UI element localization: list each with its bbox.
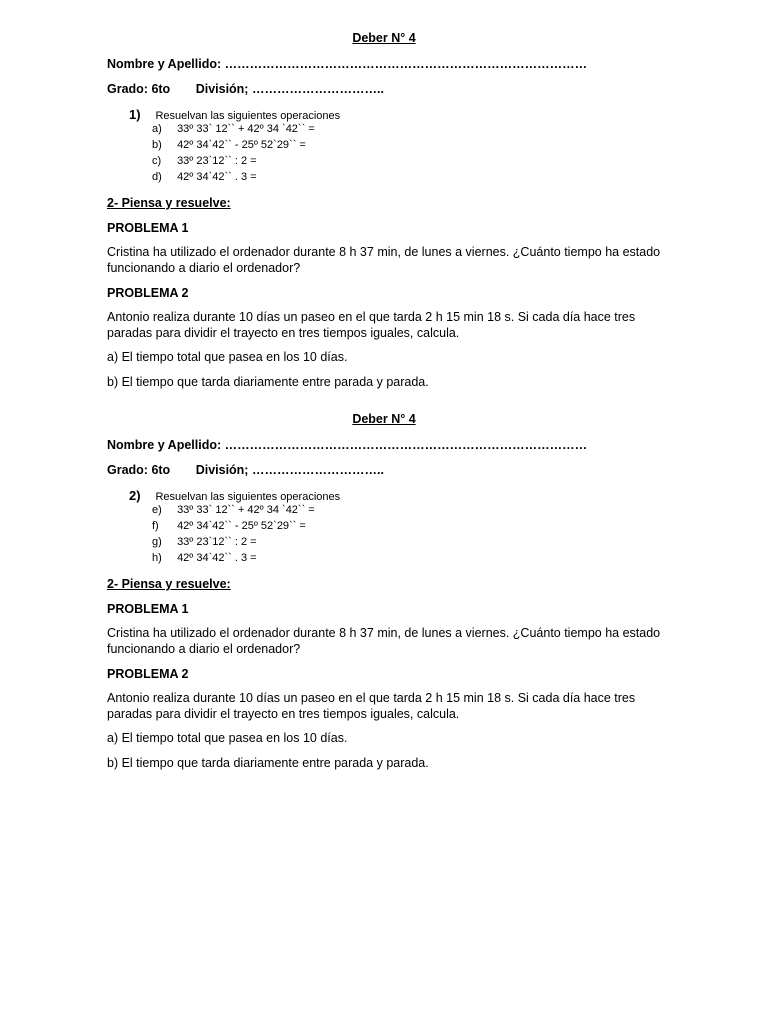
division-dots: …………………………..: [251, 82, 384, 96]
problem-2-text: Antonio realiza durante 10 días un paseo en el que tarda 2 h 15 min 18 s. Si cada día hace tres paradas para dividir el trayecto en tres tiempos iguales, calcula.: [107, 310, 636, 340]
exercise-number: 1): [129, 107, 141, 122]
name-dots: ……………………………………………………………………………: [224, 57, 588, 71]
operation-text: 33º 33` 12`` + 42º 34 `42`` =: [177, 123, 315, 135]
operation-item: [152, 536, 257, 548]
operation-item: [152, 520, 306, 532]
operation-text: 42º 34`42`` . 3 =: [177, 171, 257, 183]
operation-letter: a): [152, 123, 162, 135]
operation-text: 42º 34`42`` - 25º 52`29`` =: [177, 139, 306, 151]
problem-1-title: PROBLEMA 1: [107, 602, 189, 616]
worksheet-title: Deber N° 4: [352, 412, 416, 426]
name-line: [107, 438, 587, 452]
name-dots: ……………………………………………………………………………: [224, 438, 588, 452]
name-label: Nombre y Apellido:: [107, 57, 222, 71]
operation-letter: f): [152, 520, 159, 532]
question-b: b) El tiempo que tarda diariamente entre parada y parada.: [107, 375, 429, 389]
operation-text: 33º 33` 12`` + 42º 34 `42`` =: [177, 504, 315, 516]
operation-text: 33º 23`12`` : 2 =: [177, 536, 257, 548]
piensa-heading: 2- Piensa y resuelve:: [107, 577, 231, 591]
division-label: División;: [195, 82, 249, 96]
question-b: b) El tiempo que tarda diariamente entre parada y parada.: [107, 756, 429, 770]
exercise-heading: [129, 106, 340, 124]
exercise-title: Resuelvan las siguientes operaciones: [155, 110, 341, 122]
operation-letter: d): [152, 171, 162, 183]
grade-line: [107, 82, 384, 96]
problem-2-title: PROBLEMA 2: [107, 286, 189, 300]
problem-2-title: PROBLEMA 2: [107, 667, 189, 681]
problem-1-text: Cristina ha utilizado el ordenador durante 8 h 37 min, de lunes a viernes. ¿Cuánto tiempo ha estado funcionando a diario el ordenador?: [107, 245, 661, 275]
name-label: Nombre y Apellido:: [107, 438, 222, 452]
exercise-title: Resuelvan las siguientes operaciones: [155, 491, 341, 503]
operation-letter: b): [152, 139, 162, 151]
operation-item: [152, 552, 257, 564]
worksheet-title: Deber N° 4: [352, 31, 416, 45]
problem-1-title: PROBLEMA 1: [107, 221, 189, 235]
operation-letter: h): [152, 552, 162, 564]
operation-item: [152, 171, 257, 183]
problem-1-text: Cristina ha utilizado el ordenador durante 8 h 37 min, de lunes a viernes. ¿Cuánto tiempo ha estado funcionando a diario el ordenador?: [107, 626, 661, 656]
operation-text: 42º 34`42`` . 3 =: [177, 552, 257, 564]
question-a: a) El tiempo total que pasea en los 10 días.: [107, 350, 348, 364]
grade-line: [107, 463, 384, 477]
problem-2-text: Antonio realiza durante 10 días un paseo en el que tarda 2 h 15 min 18 s. Si cada día hace tres paradas para dividir el trayecto en tres tiempos iguales, calcula.: [107, 691, 636, 721]
division-label: División;: [195, 463, 249, 477]
grade-label: Grado: 6to: [107, 82, 171, 96]
question-a: a) El tiempo total que pasea en los 10 días.: [107, 731, 348, 745]
exercise-number: 2): [129, 488, 141, 503]
operation-letter: g): [152, 536, 162, 548]
operation-item: [152, 123, 315, 135]
operation-item: [152, 504, 315, 516]
name-line: [107, 57, 587, 71]
exercise-heading: [129, 487, 340, 505]
operation-text: 33º 23`12`` : 2 =: [177, 155, 257, 167]
operation-item: [152, 139, 306, 151]
operation-letter: c): [152, 155, 162, 167]
piensa-heading: 2- Piensa y resuelve:: [107, 196, 231, 210]
grade-label: Grado: 6to: [107, 463, 171, 477]
operation-text: 42º 34`42`` - 25º 52`29`` =: [177, 520, 306, 532]
division-dots: …………………………..: [251, 463, 384, 477]
operation-item: [152, 155, 257, 167]
operation-letter: e): [152, 504, 162, 516]
